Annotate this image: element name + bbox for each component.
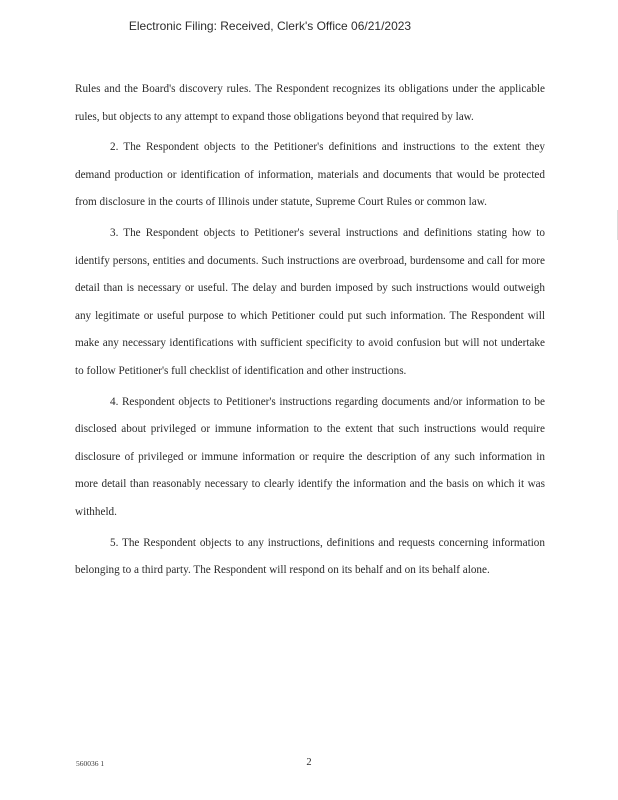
document-id: 560036 1 [76, 759, 105, 768]
paragraph-5: 5. The Respondent objects to any instructions, definitions and requests concerning information belonging to a third party. The Respondent will respond on its behalf and on its behalf alone. [75, 536, 545, 577]
paragraph-3: 3. The Respondent objects to Petitioner's several instructions and definitions stating how to identify persons, entities and documents. Such instructions are overbroad, burdensome and call for more detail than is necessary or useful. The delay and burden imposed by such instructions would outweigh any legitimate or useful purpose to which Petitioner could put such information. The Respondent will make any necessary identifications with sufficient specificity to avoid confusion but will not undertake to follow Petitioner's full checklist of identification and other instructions. [75, 226, 545, 377]
paragraph-4: 4. Respondent objects to Petitioner's instructions regarding documents and/or information to be disclosed about privileged or immune information to the extent that such instructions would require disclosure of privileged or immune information or require the description of any such information in more detail than reasonably necessary to clearly identify the information and the basis on which it was withheld. [75, 395, 545, 518]
document-body [75, 76, 545, 585]
paragraph-2: 2. The Respondent objects to the Petitioner's definitions and instructions to the extent they demand production or identification of information, materials and documents that would be protected from disclosure in the courts of Illinois under statute, Supreme Court Rules or common law. [75, 141, 545, 209]
paragraph-continuation: Rules and the Board's discovery rules. The Respondent recognizes its obligations under the applicable rules, but objects to any attempt to expand those obligations beyond that required by law. [75, 83, 545, 123]
filing-stamp: Electronic Filing: Received, Clerk's Office 06/21/2023 [128, 19, 412, 33]
page-number: 2 [306, 757, 312, 768]
